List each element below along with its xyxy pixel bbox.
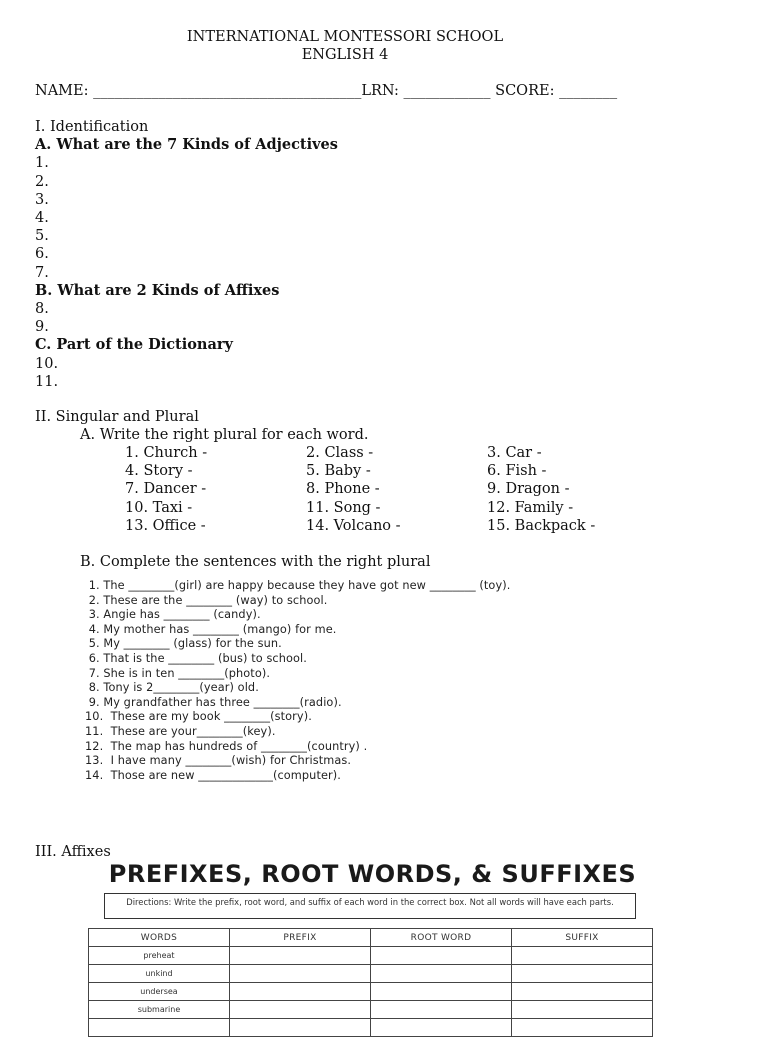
word-cell: preheat <box>89 947 230 965</box>
part2-a-instruction: A. Write the right plural for each word. <box>80 427 369 443</box>
table-row <box>89 1001 653 1019</box>
sentence-item: 1. The ________(girl) are happy because they have got new ________ (toy). <box>85 579 511 592</box>
sentence-item: 12. The map has hundreds of ________(country) . <box>85 739 368 753</box>
sentence-item: 9. My grandfather has three ________(radio). <box>85 695 342 709</box>
column-header: PREFIX <box>230 929 371 947</box>
column-header: ROOT WORD <box>371 929 512 947</box>
plural-word: 4. Story - <box>125 463 193 480</box>
plural-word: 10. Taxi - <box>125 499 193 516</box>
root-word-cell[interactable] <box>371 1001 512 1019</box>
plural-word: 5. Baby - <box>306 463 371 480</box>
sentence-item: 10. These are my book ________(story). <box>85 710 312 724</box>
plural-word: 12. Family - <box>487 499 574 516</box>
plural-word: 14. Volcano - <box>306 517 401 534</box>
answer-line: 6. <box>35 246 49 263</box>
plural-word: 3. Car - <box>487 445 542 461</box>
answer-line: 4. <box>35 210 49 227</box>
answer-line: 1. <box>35 155 49 172</box>
subject-title: ENGLISH 4 <box>301 47 389 63</box>
part1-section <box>35 118 338 391</box>
suffix-cell[interactable] <box>512 965 653 983</box>
sentence-item: 4. My mother has ________ (mango) for me. <box>85 622 337 636</box>
table-row <box>89 983 653 1001</box>
prefix-cell[interactable] <box>230 1019 371 1037</box>
part1-b-heading: B. What are 2 Kinds of Affixes <box>35 281 280 299</box>
word-cell: submarine <box>89 1001 230 1019</box>
student-info-line: NAME: _____________________________________LRN: ____________ SCORE: ________ <box>35 83 618 99</box>
sentence-item: 14. Those are new _____________(computer). <box>85 768 341 782</box>
suffix-cell[interactable] <box>512 1019 653 1037</box>
answer-line: 7. <box>35 264 49 281</box>
sentence-item: 11. These are your________(key). <box>85 724 276 738</box>
suffix-cell[interactable] <box>512 983 653 1001</box>
root-word-cell[interactable] <box>371 965 512 983</box>
sentence-exercise-image <box>85 579 595 791</box>
answer-line: 5. <box>35 228 49 245</box>
answer-line: 8. <box>35 301 49 318</box>
prefix-cell[interactable] <box>230 983 371 1001</box>
root-word-cell[interactable] <box>371 1019 512 1037</box>
prefix-cell[interactable] <box>230 947 371 965</box>
part2-title: II. Singular and Plural <box>35 409 199 425</box>
plural-word: 15. Backpack - <box>487 517 596 534</box>
root-word-cell[interactable] <box>371 983 512 1001</box>
plural-word: 2. Class - <box>306 445 374 461</box>
part1-a-heading: A. What are the 7 Kinds of Adjectives <box>35 136 338 154</box>
word-cell <box>89 1019 230 1037</box>
plural-word: 11. Song - <box>306 499 381 516</box>
sentence-item: 2. These are the ________ (way) to school. <box>85 593 328 607</box>
plural-word-grid <box>125 444 668 535</box>
sentence-item: 8. Tony is 2________(year) old. <box>85 681 259 695</box>
plural-word: 6. Fish - <box>487 463 547 480</box>
table-row <box>89 1019 653 1037</box>
part3-title: III. Affixes <box>35 844 111 860</box>
word-cell: undersea <box>89 983 230 1001</box>
plural-word: 13. Office - <box>125 517 206 534</box>
prefix-cell[interactable] <box>230 965 371 983</box>
part2-b-instruction: B. Complete the sentences with the right plural <box>80 554 431 570</box>
plural-word: 1. Church - <box>125 445 208 461</box>
answer-line: 11. <box>35 373 59 390</box>
answer-line: 10. <box>35 355 59 372</box>
affixes-banner: PREFIXES, ROOT WORDS, & SUFFIXES <box>108 860 637 888</box>
part1-title: I. Identification <box>35 119 149 135</box>
answer-line: 3. <box>35 191 49 208</box>
sentence-item: 5. My ________ (glass) for the sun. <box>85 637 282 651</box>
prefix-cell[interactable] <box>230 1001 371 1019</box>
school-title: INTERNATIONAL MONTESSORI SCHOOL <box>186 29 504 45</box>
table-header-row <box>89 929 653 947</box>
table-row <box>89 965 653 983</box>
table-row <box>89 947 653 965</box>
answer-line: 9. <box>35 319 49 336</box>
plural-word: 8. Phone - <box>306 481 380 498</box>
sentence-item: 7. She is in ten ________(photo). <box>85 666 271 680</box>
word-cell: unkind <box>89 965 230 983</box>
suffix-cell[interactable] <box>512 1001 653 1019</box>
sentence-item: 6. That is the ________ (bus) to school. <box>85 651 307 665</box>
suffix-cell[interactable] <box>512 947 653 965</box>
column-header: SUFFIX <box>512 929 653 947</box>
root-word-cell[interactable] <box>371 947 512 965</box>
sentence-item: 13. I have many ________(wish) for Christmas. <box>85 754 352 768</box>
affixes-directions: Directions: Write the prefix, root word, and suffix of each word in the correct box. Not all words will have each parts. <box>104 893 636 919</box>
plural-word: 7. Dancer - <box>125 481 207 498</box>
sentence-item: 3. Angie has ________ (candy). <box>85 608 261 622</box>
answer-line: 2. <box>35 173 49 190</box>
affixes-table <box>88 928 653 1037</box>
column-header: WORDS <box>89 929 230 947</box>
part1-c-heading: C. Part of the Dictionary <box>35 336 233 354</box>
plural-word: 9. Dragon - <box>487 481 570 498</box>
